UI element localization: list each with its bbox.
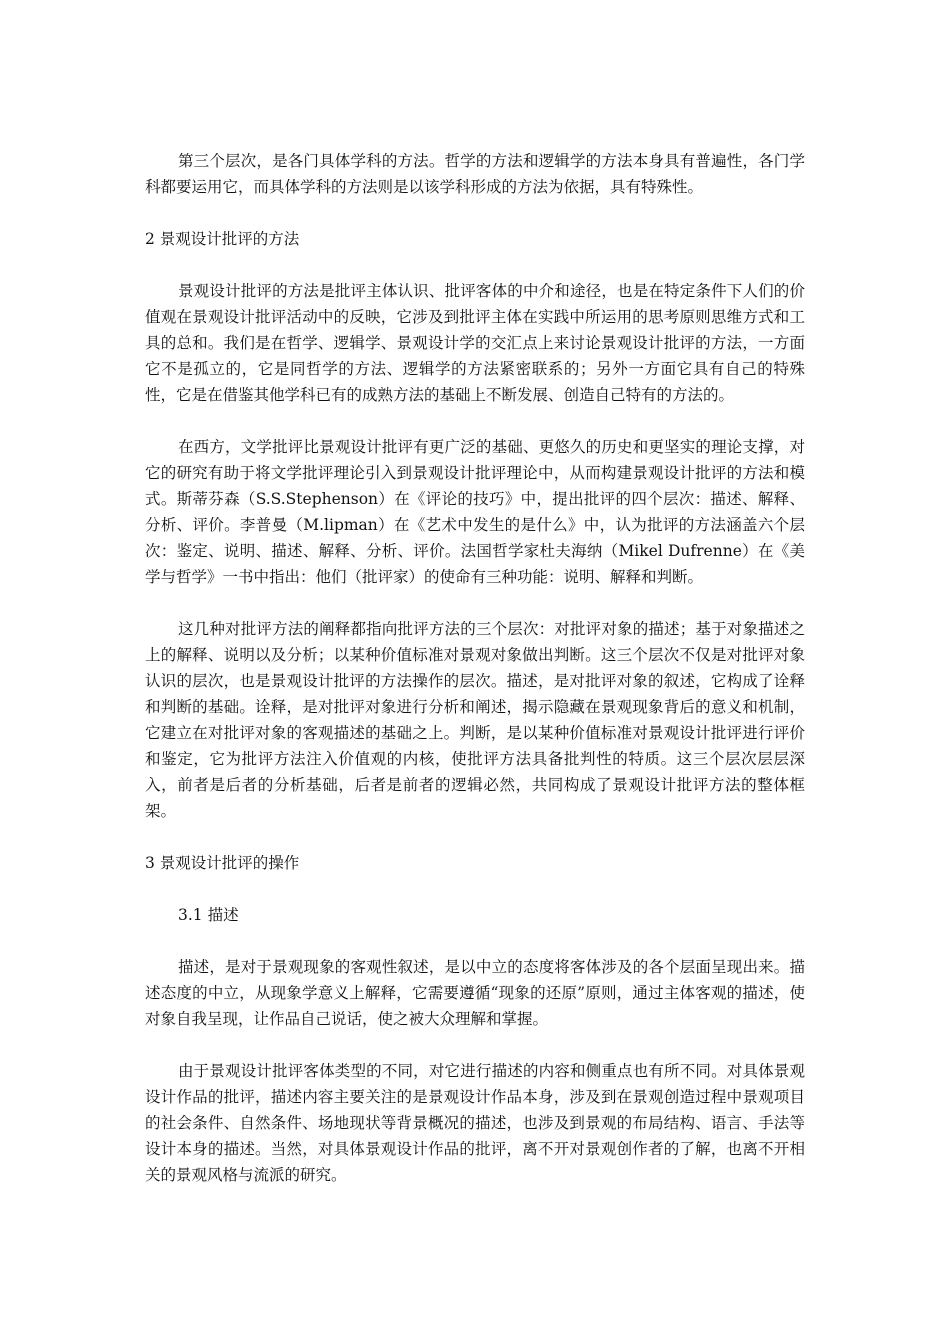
paragraph-three-levels: 这几种对批评方法的阐释都指向批评方法的三个层次：对批评对象的描述；基于对象描述之上的解释、说明以及分析；以某种价值标准对景观对象做出判断。这三个层次不仅是对批评对象认识的层次，也是景观设计批评的方法操作的层次。描述，是对批评对象的叙述，它构成了诠释和判断的基础。诠释，是对批评对象进行分析和阐述，揭示隐藏在景观现象背后的意义和机制，它建立在对批评对象的客观描述的基础之上。判断，是以某种价值标准对景观设计批评进行评价和鉴定，它为批评方法注入价值观的内核，使批评方法具备批判性的特质。这三个层次层层深入，前者是后者的分析基础，后者是前者的逻辑必然，共同构成了景观设计批评方法的整体框架。 xyxy=(145,620,805,820)
section-heading-3: 3 景观设计批评的操作 xyxy=(145,854,300,872)
paragraph-description-content: 由于景观设计批评客体类型的不同，对它进行描述的内容和侧重点也有所不同。对具体景观设计作品的批评，描述内容主要关注的是景观设计作品本身，涉及到在景观创造过程中景观项目的社会条件、自然条件、场地现状等背景概况的描述，也涉及到景观的布局结构、语言、手法等设计本身的描述。当然，对具体景观设计作品的批评，离不开对景观创作者的了解，也离不开相关的景观风格与流派的研究。 xyxy=(145,1062,805,1184)
paragraph-description: 描述，是对于景观现象的客观性叙述，是以中立的态度将客体涉及的各个层面呈现出来。描述态度的中立，从现象学意义上解释，它需要遵循“现象的还原”原则，通过主体客观的描述，使对象自我呈现，让作品自己说话，使之被大众理解和掌握。 xyxy=(145,958,805,1028)
paragraph-third-level: 第三个层次，是各门具体学科的方法。哲学的方法和逻辑学的方法本身具有普遍性，各门学科都要运用它，而具体学科的方法则是以该学科形成的方法为依据，具有特殊性。 xyxy=(145,152,805,196)
section-heading-2: 2 景观设计批评的方法 xyxy=(145,230,300,248)
paragraph-western-criticism: 在西方，文学批评比景观设计批评有更广泛的基础、更悠久的历史和更坚实的理论支撑，对它的研究有助于将文学批评理论引入到景观设计批评理论中，从而构建景观设计批评的方法和模式。斯蒂芬森（S.S.Stephenson）在《评论的技巧》中，提出批评的四个层次：描述、解释、分析、评价。李普曼（M.lipman）在《艺术中发生的是什么》中，认为批评的方法涵盖六个层次：鉴定、说明、描述、解释、分析、评价。法国哲学家杜夫海纳（Mikel Dufrenne）在《美学与哲学》一书中指出：他们（批评家）的使命有三种功能：说明、解释和判断。 xyxy=(145,438,805,586)
paragraph-methods-intro: 景观设计批评的方法是批评主体认识、批评客体的中介和途径，也是在特定条件下人们的价值观在景观设计批评活动中的反映，它涉及到批评主体在实践中所运用的思考原则思维方式和工具的总和。我们是在哲学、逻辑学、景观设计学的交汇点上来讨论景观设计批评的方法，一方面它不是孤立的，它是同哲学的方法、逻辑学的方法紧密联系的；另外一方面它具有自己的特殊性，它是在借鉴其他学科已有的成熟方法的基础上不断发展、创造自己特有的方法的。 xyxy=(145,282,805,404)
subsection-heading-3-1: 3.1 描述 xyxy=(178,906,239,924)
document-page xyxy=(145,148,805,1188)
